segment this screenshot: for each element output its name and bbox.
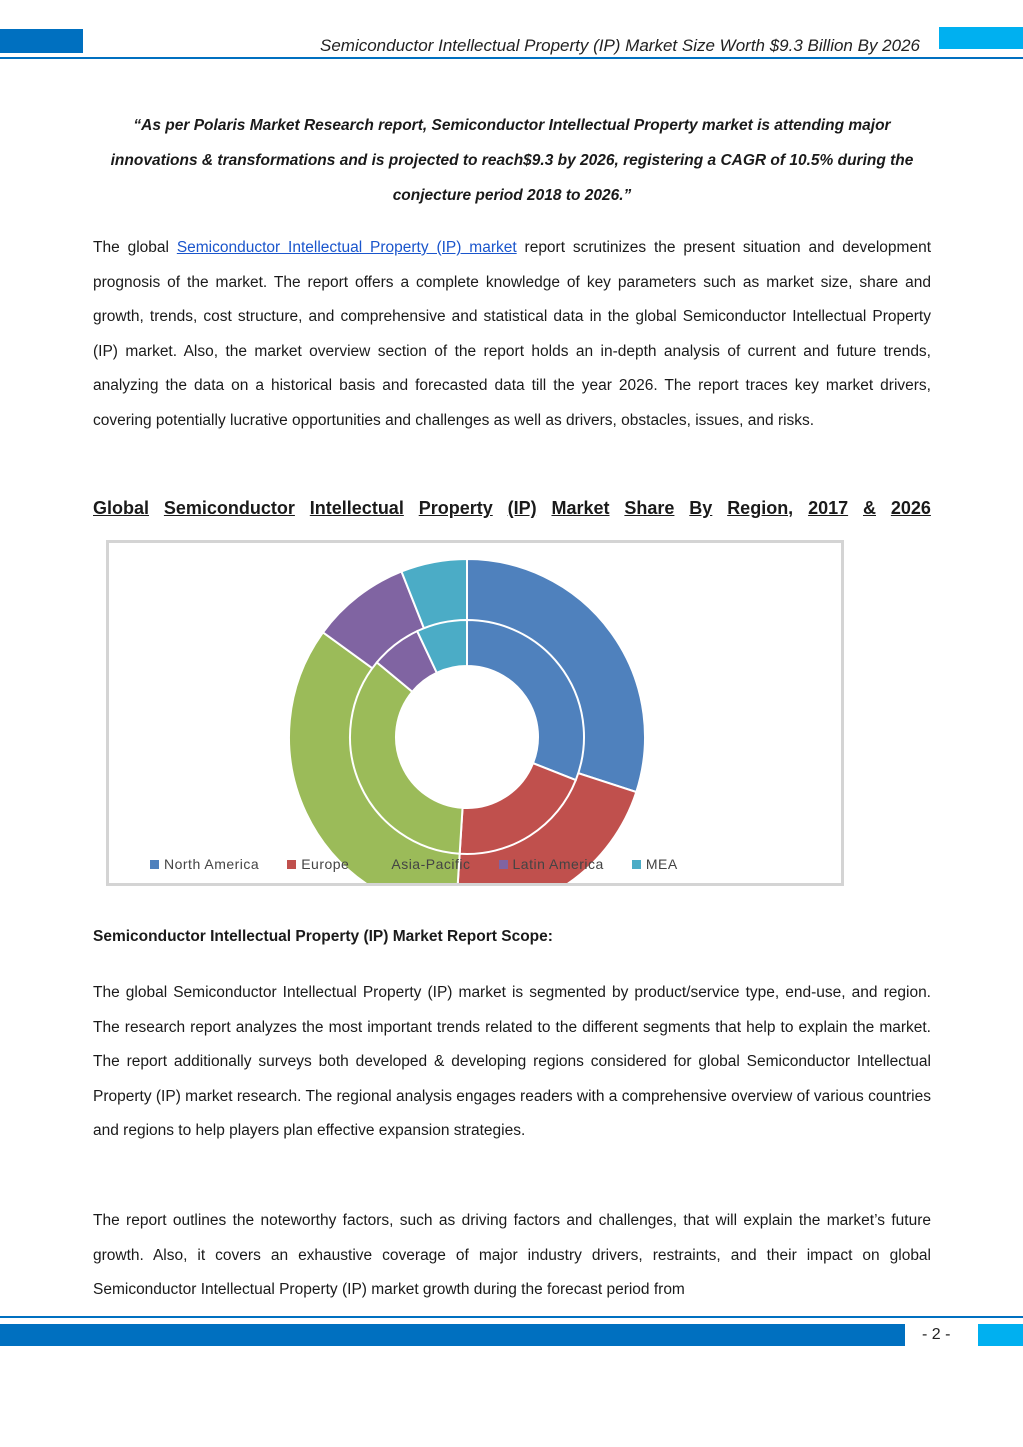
chart-heading-word: Intellectual [309, 498, 404, 518]
footer-rule [0, 1316, 1023, 1318]
legend-item [150, 856, 259, 872]
scope-heading: Semiconductor Intellectual Property (IP) Market Report Scope: [93, 928, 553, 945]
legend-label: MEA [645, 856, 678, 872]
chart-heading [93, 498, 931, 519]
chart-heading-word: Global [93, 498, 150, 518]
legend-label: North America [164, 856, 260, 872]
legend-label: Europe [301, 856, 350, 872]
chart-frame [106, 540, 844, 886]
legend-item [499, 856, 604, 872]
scope-paragraph-2: The report outlines the noteworthy factors, such as driving factors and challenges, that will explain the market’s future growth. Also, it covers an exhaustive coverage of major industry drivers, restraints, and their impact on global Semiconductor Intellectual Property (IP) market growth during the forecast period from [93, 1212, 931, 1298]
chart-heading-word: Semiconductor [163, 498, 295, 518]
intro-prefix: The global [93, 239, 177, 256]
header-title: Semiconductor Intellectual Property (IP) Market Size Worth $9.3 Billion By 2026 [320, 36, 920, 55]
header-accent-right [939, 27, 1023, 49]
footer-bar [0, 1324, 905, 1346]
chart-heading-word: By [689, 498, 713, 518]
legend-swatch [287, 860, 296, 869]
footer-accent-right [978, 1324, 1023, 1346]
intro-body: report scrutinizes the present situation and development prognosis of the market. The report offers a complete knowledge of key parameters such as market size, share and growth, trends, cost structure, and comprehensive and statistical data in the global Semiconductor Intellectual Property (IP) market. Also, the market overview section of the report holds an in-depth analysis of current and future trends, analyzing the data on a historical basis and forecasted data till the year 2026. The report traces key market drivers, covering potentially lucrative opportunities and challenges as well as drivers, obstacles, issues, and risks. [93, 239, 931, 429]
chart-heading-word: Property [418, 498, 493, 518]
chart-legend [150, 856, 678, 872]
chart-heading-word: Share [624, 498, 675, 518]
market-report-link[interactable]: Semiconductor Intellectual Property (IP) market [176, 239, 517, 256]
legend-item [287, 856, 349, 872]
chart-heading-word: Market [551, 498, 610, 518]
legend-swatch [632, 860, 641, 869]
page-number: - 2 - [922, 1326, 951, 1343]
chart-heading-word: 2017 [808, 498, 849, 518]
donut-chart [109, 543, 841, 883]
legend-label: Latin America [512, 856, 604, 872]
legend-swatch [499, 860, 508, 869]
chart-heading-word: Region, [727, 498, 794, 518]
legend-swatch [377, 860, 386, 869]
legend-item [377, 856, 470, 872]
header-accent-left [0, 29, 83, 53]
highlight-quote: “As per Polaris Market Research report, Semiconductor Intellectual Property market is attending major innovations & transformations and is projected to reach$9.3 by 2026, registering a CAGR of 10.5% during the conjecture period 2018 to 2026.” [110, 117, 914, 204]
legend-swatch [150, 860, 159, 869]
legend-item [632, 856, 678, 872]
intro-paragraph [93, 231, 931, 438]
legend-label: Asia-Pacific [391, 856, 471, 872]
chart-heading-word: & [862, 498, 876, 518]
chart-heading-word: 2026 [890, 498, 931, 518]
scope-paragraph-1: The global Semiconductor Intellectual Property (IP) market is segmented by product/service type, end-use, and region. The research report analyzes the most important trends related to the different segments that help to explain the market. The report additionally surveys both developed & developing regions considered for global Semiconductor Intellectual Property (IP) market research. The regional analysis engages readers with a comprehensive overview of various countries and regions to help players plan effective expansion strategies. [93, 984, 931, 1139]
header-rule [0, 57, 1023, 59]
chart-heading-word: (IP) [507, 498, 537, 518]
